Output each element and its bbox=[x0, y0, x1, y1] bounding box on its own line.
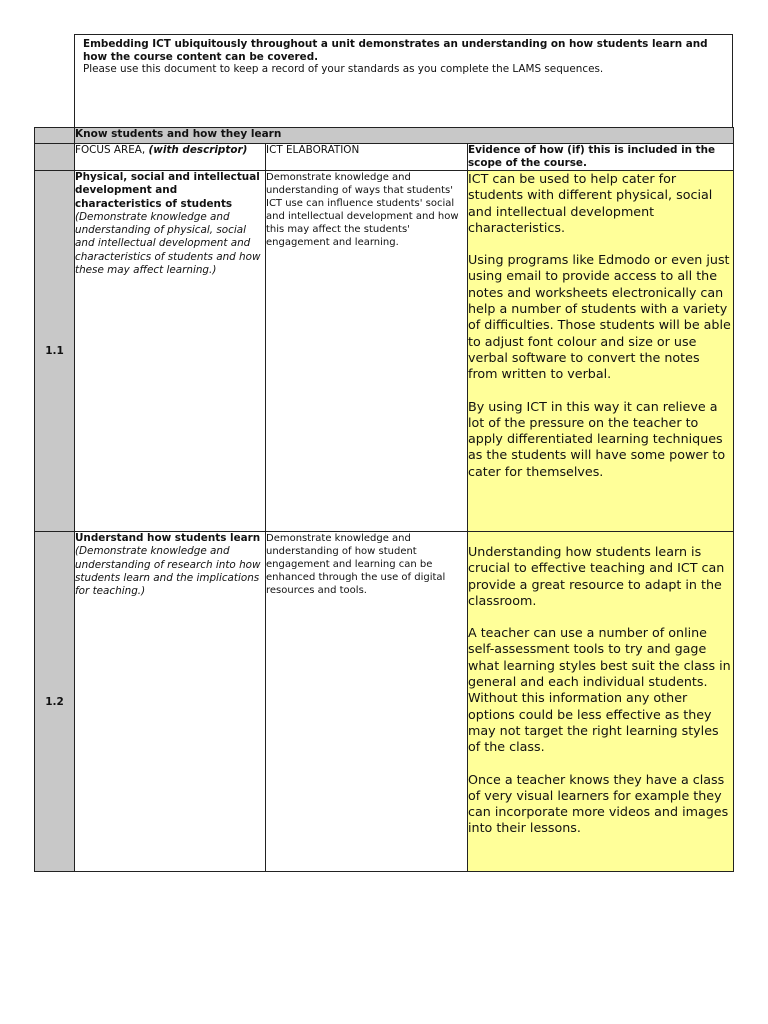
row-number: 1.2 bbox=[35, 532, 75, 872]
ict-elaboration-cell: Demonstrate knowledge and understanding of how student engagement and learning can be enhanced through the use of digital resources and tools. bbox=[266, 532, 468, 872]
focus-area-cell bbox=[75, 171, 266, 532]
focus-title: Understand how students learn bbox=[75, 532, 261, 544]
evidence-paragraph: ICT can be used to help cater for students with different physical, social and intellectual development characteristics. bbox=[468, 171, 713, 235]
table-row bbox=[35, 171, 734, 532]
header-focus-area-italic: (with descriptor) bbox=[148, 144, 248, 156]
standards-table bbox=[34, 127, 734, 872]
section-title-row bbox=[35, 128, 734, 144]
evidence-cell bbox=[468, 171, 734, 532]
table-row bbox=[35, 532, 734, 872]
header-ict-elaboration: ICT ELABORATION bbox=[266, 144, 468, 171]
header-evidence-label: Evidence of how (if) this is included in the scope of the course. bbox=[468, 144, 716, 169]
evidence-cell bbox=[468, 532, 734, 872]
ict-elaboration-cell: Demonstrate knowledge and understanding of ways that students' ICT use can influence students' social and intellectual development and how this may affect the students' engagement and learning. bbox=[266, 171, 468, 532]
header-evidence bbox=[468, 144, 734, 171]
intro-text: Please use this document to keep a record of your standards as you complete the LAMS sequences. bbox=[83, 63, 604, 75]
evidence-paragraph: Understanding how students learn is crucial to effective teaching and ICT can provide a great resource to adapt in the classroom. bbox=[468, 544, 725, 608]
focus-title: Physical, social and intellectual development and characteristics of students bbox=[75, 171, 260, 210]
focus-descriptor: (Demonstrate knowledge and understanding of research into how students learn and the implications for teaching.) bbox=[75, 545, 261, 598]
intro-box bbox=[74, 34, 733, 127]
header-number-cell bbox=[35, 144, 75, 171]
evidence-paragraph: A teacher can use a number of online self-assessment tools to try and gage what learning styles best suit the class in general and each individual students. Without this information any other options could be less effective as they may not target the right learning styles of the class. bbox=[468, 625, 731, 755]
focus-descriptor: (Demonstrate knowledge and understanding of physical, social and intellectual development and characteristics of students and how these may affect learning.) bbox=[75, 210, 261, 277]
section-title-spacer bbox=[35, 128, 75, 144]
header-focus-area-label: FOCUS AREA, bbox=[75, 144, 146, 156]
evidence-paragraph: By using ICT in this way it can relieve a lot of the pressure on the teacher to apply differentiated learning techniques as the students will have some power to cater for themselves. bbox=[468, 398, 726, 479]
section-title: Know students and how they learn bbox=[75, 128, 734, 144]
evidence-paragraph: Once a teacher knows they have a class of very visual learners for example they can incorporate more videos and images into their lessons. bbox=[468, 771, 729, 836]
header-row bbox=[35, 144, 734, 171]
focus-area-cell bbox=[75, 532, 266, 872]
intro-bold-text: Embedding ICT ubiquitously throughout a unit demonstrates an understanding on how students learn and how the course content can be covered. bbox=[83, 38, 708, 63]
evidence-paragraph: Using programs like Edmodo or even just using email to provide access to all the notes and worksheets electronically can help a number of students with a variety of difficulties. Those students will be able to adjust font colour and size or use verbal software to convert the notes from written to verbal. bbox=[468, 252, 731, 382]
header-focus-area bbox=[75, 144, 266, 171]
row-number: 1.1 bbox=[35, 171, 75, 532]
